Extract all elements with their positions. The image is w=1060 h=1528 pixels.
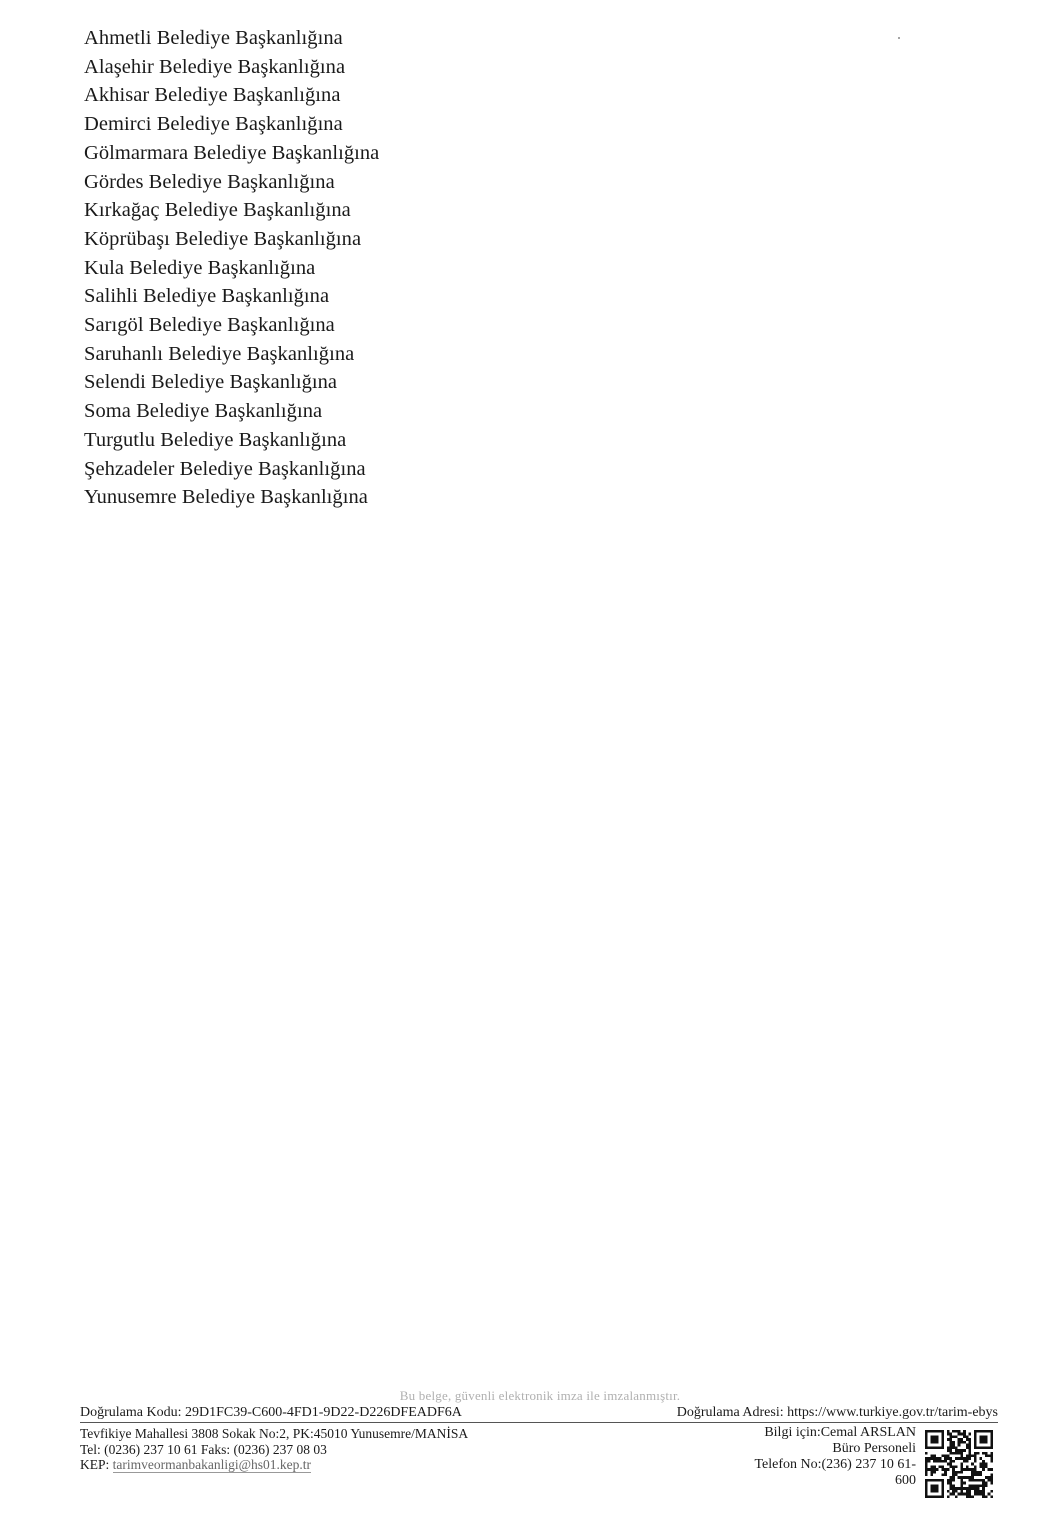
recipient-list xyxy=(84,24,379,512)
recipient-item: Demirci Belediye Başkanlığına xyxy=(84,113,343,136)
address-line: Tevfikiye Mahallesi 3808 Sokak No:2, PK:45010 Yunusemre/MANİSA xyxy=(80,1426,469,1441)
recipient-item: Saruhanlı Belediye Başkanlığına xyxy=(84,342,355,365)
info-title: Büro Personeli xyxy=(832,1441,916,1456)
phone-fax-line: Tel: (0236) 237 10 61 Faks: (0236) 237 08 03 xyxy=(80,1441,327,1457)
qr-modules xyxy=(925,1430,993,1498)
esign-notice: Bu belge, güvenli elektronik imza ile imzalanmıştır. xyxy=(399,1388,681,1403)
recipient-item: Soma Belediye Başkanlığına xyxy=(84,400,323,423)
verification-code: Doğrulama Kodu: 29D1FC39-C600-4FD1-9D22-D226DFEADF6A xyxy=(80,1405,462,1420)
recipient-item: Kırkağaç Belediye Başkanlığına xyxy=(84,199,351,222)
verification-address[interactable]: Doğrulama Adresi: https://www.turkiye.gov.tr/tarim-ebys xyxy=(676,1405,998,1420)
kep-label: KEP: xyxy=(80,1457,113,1472)
recipient-item: Selendi Belediye Başkanlığına xyxy=(84,371,338,394)
qr-code-icon xyxy=(925,1430,993,1498)
recipient-item: Sarıgöl Belediye Başkanlığına xyxy=(84,314,335,337)
recipient-item: Turgutlu Belediye Başkanlığına xyxy=(84,428,347,451)
info-ext: 600 xyxy=(895,1473,916,1488)
recipient-item: Kula Belediye Başkanlığına xyxy=(84,256,316,279)
kep-address-link[interactable]: tarimveormanbakanligi@hs01.kep.tr xyxy=(112,1457,312,1472)
info-contact: Bilgi için:Cemal ARSLAN xyxy=(764,1425,916,1440)
recipient-item: Gölmarmara Belediye Başkanlığına xyxy=(84,141,380,164)
footer-divider xyxy=(80,1422,998,1423)
recipient-item: Yunusemre Belediye Başkanlığına xyxy=(84,486,368,509)
recipient-item: Akhisar Belediye Başkanlığına xyxy=(84,84,341,107)
contact-info xyxy=(754,1425,916,1489)
institution-address xyxy=(80,1426,468,1473)
recipient-item: Alaşehir Belediye Başkanlığına xyxy=(84,55,346,78)
info-phone: Telefon No:(236) 237 10 61- xyxy=(754,1457,916,1472)
recipient-item: Ahmetli Belediye Başkanlığına xyxy=(84,27,343,49)
scan-speck xyxy=(898,37,900,39)
recipient-item: Gördes Belediye Başkanlığına xyxy=(84,170,335,193)
verification-row xyxy=(80,1405,998,1423)
recipient-item: Şehzadeler Belediye Başkanlığına xyxy=(84,457,366,480)
kep-line xyxy=(80,1457,468,1473)
recipient-item: Salihli Belediye Başkanlığına xyxy=(84,285,330,308)
recipient-item: Köprübaşı Belediye Başkanlığına xyxy=(84,227,362,250)
